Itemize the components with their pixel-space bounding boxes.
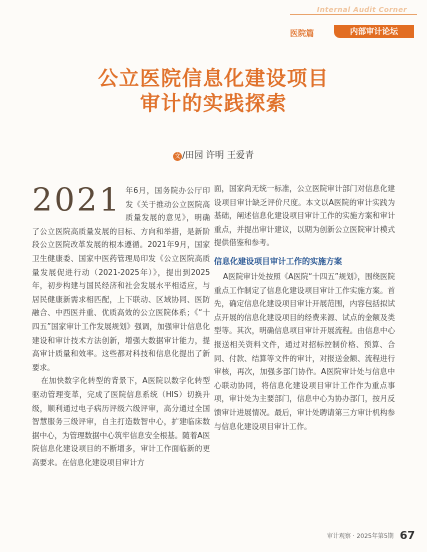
author-marker-icon: 文 xyxy=(174,153,181,160)
article-title xyxy=(0,66,427,116)
paragraph: 在加快数字化转型的背景下，A医院以数字化转型驱动管理变革，完成了医院信息系统（HIS）切换升级，顺利通过电子病历评级六级评审，高分通过全国智慧服务三级评审，自主打造数智中心，扩建临床数据中心，为管理数据中心筑牢信息安全根基。随着A医院信息化建设项目的不断增多，审计工作面临新的更高要求。在信息化建设项目审计方 xyxy=(32,376,210,467)
author-byline xyxy=(0,148,427,161)
header-column-tag: 内部审计论坛 xyxy=(334,25,414,38)
paragraph xyxy=(32,181,210,374)
section-heading: 信息化建设项目审计工作的实施方案 xyxy=(214,256,342,266)
page-footer xyxy=(327,529,415,542)
journal-issue: 审计观察 · 2025年第5期 xyxy=(326,533,394,540)
drop-cap-year: 2021 xyxy=(32,181,122,219)
page-header xyxy=(0,0,427,40)
right-column xyxy=(214,182,395,433)
header-rule xyxy=(290,14,417,15)
left-column xyxy=(32,181,210,469)
paragraph: A医院审计处按照《A医院“十四五”规划》，围绕医院重点工作制定了信息化建设项目审计工作实施方案。首先，确定信息化建设项目审计开展范围，内容包括拟试点开展的信息化建设项目的经费来源、试点的金额及类型等。其次，明确信息项目审计开展流程。由信息中心报送相关资料文件，通过对招标控制价格、预算、合同、付款、结算等文件的审计，对报送金额、流程进行审核，再次，加强多部门协作。A医院审计处与信息中心联动协同，将信息化建设项目审计工作作为重点事项，审计处为主要部门，信息中心为协办部门，按月反馈审计进展情况。最后，审计处聘请第三方审计机构参与信息化建设项目审计工作。 xyxy=(214,271,395,431)
page-number: 67 xyxy=(399,529,415,542)
paragraph: 面，国家尚无统一标准，公立医院审计部门对信息化建设项目审计缺乏评价尺度。本文以A医院的审计实践为基础，阐述信息化建设项目审计工作的实施方案和审计重点，并提出审计建议，以期为创新公立医院审计模式提供借鉴和参考。 xyxy=(214,184,395,248)
author-names: /田园 许明 王爱青 xyxy=(182,151,254,161)
title-line-1: 公立医院信息化建设项目 xyxy=(98,66,329,90)
paragraph-text: 年6月，国务院办公厅印发《关于推动公立医院高质量发展的意见》，明确了公立医院高质量发展的目标、方向和举措，是新阶段公立医院改革发展的根本遵循。2021年9月，国家卫生健康委、国家中医药管理局印发《公立医院高质量发展促进行动（2021-2025年）》，提出到2025年，初步构建与国民经济和社会发展水平相适应，与居民健康新需求相匹配，上下联动、区域协同、医防融合、中西医并重、优质高效的公立医院体系；《“十四五”国家审计工作发展规划》强调，加强审计信息化建设和审计技术方法创新，增强大数据审计能力，提高审计质量和效率。这些都对科技和信息化提出了新要求。 xyxy=(32,186,210,372)
title-line-2: 审计的实践探索 xyxy=(140,91,287,115)
header-section-label: 医院篇 xyxy=(290,29,314,38)
header-english-title: Internal Audit Corner xyxy=(316,6,407,14)
